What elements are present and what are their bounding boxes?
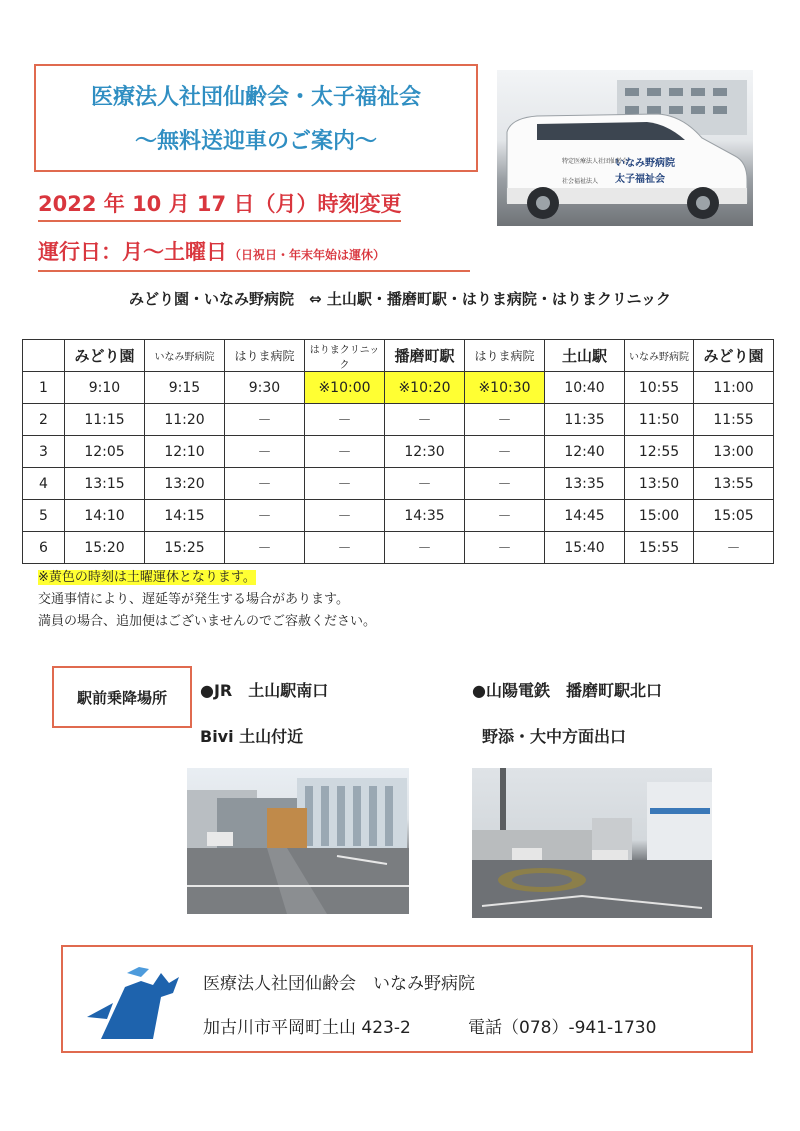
time-cell: 12:30 [385,436,465,468]
time-cell: 15:00 [625,500,694,532]
station-illustration-1 [187,768,409,914]
footer-box [61,945,753,1053]
header-midorien: みどり園 [65,340,145,372]
schedule-header-row [23,340,774,372]
title-line-2: ～無料送迎車のご案内～ [134,129,377,154]
van-photo [497,70,753,226]
row-number: 1 [23,372,65,404]
time-cell: － [225,436,305,468]
van-sign-line-2: 太子福祉会 [615,174,665,185]
time-cell: － [305,500,385,532]
boarding-label-box [52,666,192,728]
time-cell: 15:40 [545,532,625,564]
time-cell: 12:55 [625,436,694,468]
time-cell: 11:15 [65,404,145,436]
time-cell: 13:50 [625,468,694,500]
time-cell: 14:15 [145,500,225,532]
header-midorien-2: みどり園 [694,340,774,372]
tsuchiyama-station-photo [187,768,409,914]
time-cell: 13:00 [694,436,774,468]
table-row [23,532,774,564]
van-sign-small-1: 特定医療法人社団仙齢会 [562,158,629,165]
time-cell: 15:55 [625,532,694,564]
header-blank [23,340,65,372]
time-cell: － [225,500,305,532]
header-harimacho-station: 播磨町駅 [385,340,465,372]
delay-note: 交通事情により、遅延等が発生する場合があります。 [38,592,349,607]
time-cell: 11:55 [694,404,774,436]
footer-phone: 電話（078）-941-1730 [468,1018,657,1038]
time-cell: － [225,532,305,564]
row-number: 4 [23,468,65,500]
time-cell: － [465,532,545,564]
hospital-logo-icon [83,959,183,1041]
time-cell: 15:25 [145,532,225,564]
header-inaminono-hospital: いなみ野病院 [145,340,225,372]
row-number: 6 [23,532,65,564]
schedule-table [22,339,774,564]
time-cell-saturday-off: ※10:00 [305,372,385,404]
time-cell: － [694,532,774,564]
van-sign-small-2: 社会福祉法人 [562,178,599,185]
footer-address: 加古川市平岡町土山 423-2 [203,1018,411,1038]
time-cell-saturday-off: ※10:20 [385,372,465,404]
time-cell: 14:35 [385,500,465,532]
stop1-detail: Bivi 土山付近 [200,727,304,746]
header-harima-clinic: はりまクリニック [305,340,385,372]
time-cell: 11:50 [625,404,694,436]
time-cell: － [225,468,305,500]
time-cell: － [465,500,545,532]
date-change-notice: 2022 年 10 月 17 日（月）時刻変更 [38,188,401,222]
time-cell: 11:00 [694,372,774,404]
table-row [23,436,774,468]
time-cell: 13:55 [694,468,774,500]
station-illustration-2 [472,768,712,918]
time-cell: 10:55 [625,372,694,404]
header-inaminono-hospital-2: いなみ野病院 [625,340,694,372]
time-cell: 12:10 [145,436,225,468]
stop2-detail: 野添・大中方面出口 [482,727,627,746]
time-cell: － [305,404,385,436]
time-cell: 10:40 [545,372,625,404]
notes [38,567,376,633]
time-cell: － [385,532,465,564]
time-cell: 12:05 [65,436,145,468]
time-cell: － [225,404,305,436]
title-line-1: 医療法人社団仙齢会・太子福祉会 [90,85,421,110]
time-cell: 11:20 [145,404,225,436]
time-cell-saturday-off: ※10:30 [465,372,545,404]
harimacho-station-photo [472,768,712,918]
table-row [23,468,774,500]
time-cell: － [305,436,385,468]
time-cell: － [465,404,545,436]
row-number: 5 [23,500,65,532]
table-row [23,500,774,532]
time-cell: 14:45 [545,500,625,532]
time-cell: － [305,532,385,564]
time-cell: － [385,404,465,436]
time-cell: 9:15 [145,372,225,404]
time-cell: － [305,468,385,500]
row-number: 2 [23,404,65,436]
time-cell: － [465,436,545,468]
time-cell: 14:10 [65,500,145,532]
footer-organization: 医療法人社団仙齢会 いなみ野病院 [203,974,475,994]
time-cell: 13:35 [545,468,625,500]
stop2-title: ●山陽電鉄 播磨町駅北口 [472,681,662,700]
time-cell: 15:05 [694,500,774,532]
title-box [34,64,478,172]
table-row [23,372,774,404]
van-sign-line-1: いなみ野病院 [615,158,675,169]
time-cell: 13:20 [145,468,225,500]
stop1-title: ●JR 土山駅南口 [200,681,329,700]
time-cell: 13:15 [65,468,145,500]
row-number: 3 [23,436,65,468]
header-tsuchiyama-station: 土山駅 [545,340,625,372]
boarding-label: 駅前乗降場所 [76,688,167,707]
time-cell: 11:35 [545,404,625,436]
time-cell: 15:20 [65,532,145,564]
time-cell: － [385,468,465,500]
time-cell: 9:30 [225,372,305,404]
header-harima-hospital-2: はりま病院 [465,340,545,372]
van-illustration [497,70,753,226]
route-description: みどり園・いなみ野病院 ⇔ 土山駅・播磨町駅・はりま病院・はりまクリニック [129,290,671,308]
operating-days-main: 運行日：月～土曜日 [38,240,227,264]
time-cell: － [465,468,545,500]
operating-days [38,236,470,272]
time-cell: 9:10 [65,372,145,404]
table-row [23,404,774,436]
operating-days-note: （日祝日・年末年始は運休） [229,248,386,262]
saturday-note: ※黄色の時刻は土曜運休となります。 [38,570,256,585]
header-harima-hospital: はりま病院 [225,340,305,372]
capacity-note: 満員の場合、追加便はございませんのでご容赦ください。 [38,614,377,629]
time-cell: 12:40 [545,436,625,468]
